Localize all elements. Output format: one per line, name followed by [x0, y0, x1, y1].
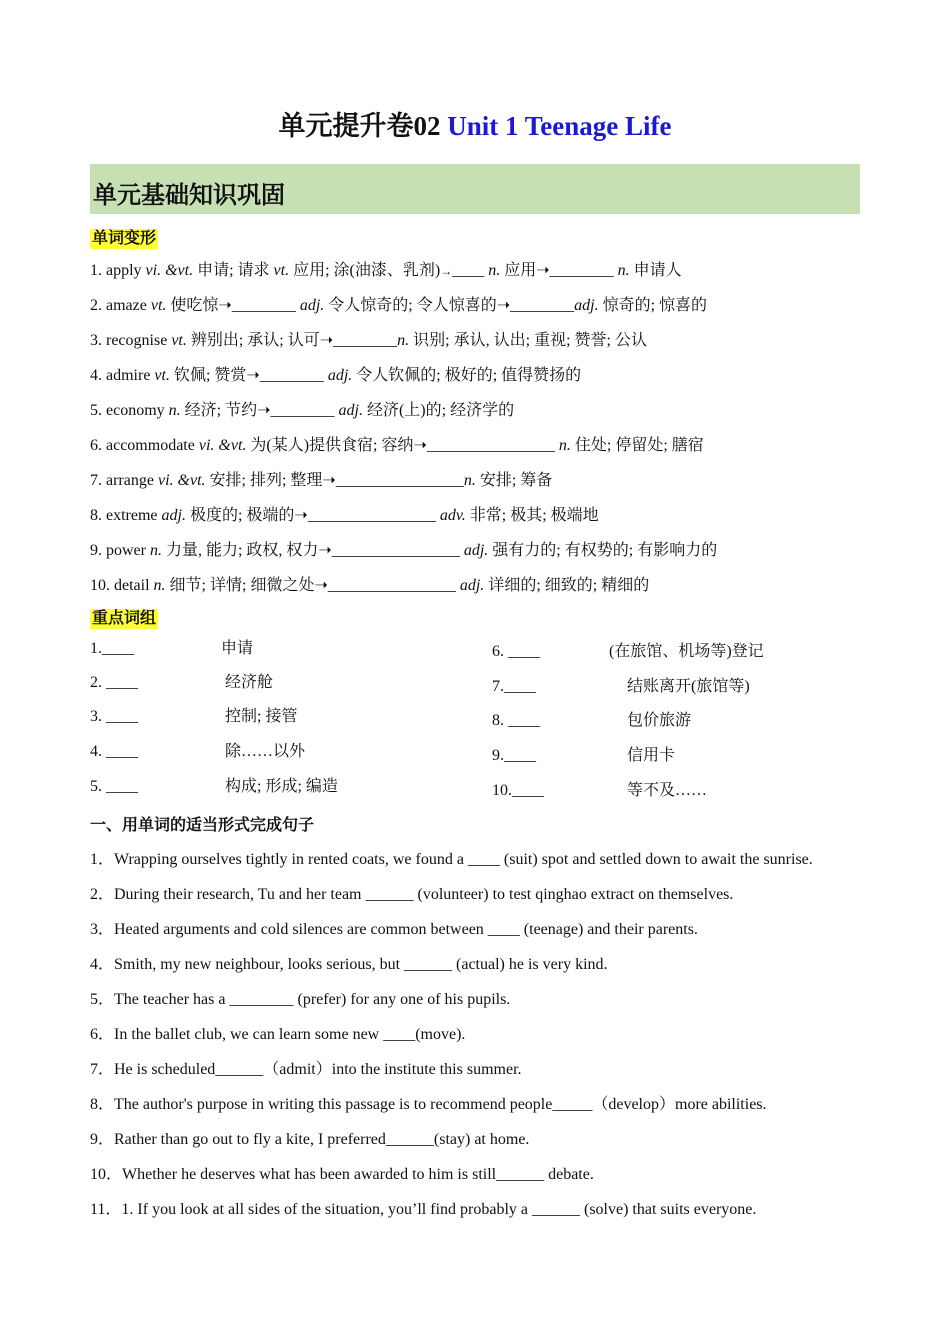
word-form-item: 4. admire vt. 钦佩; 赞赏➝________ adj. 令人钦佩的; 极好的; 值得赞扬的: [90, 367, 582, 384]
word-form-item: 1. apply vi. &vt. 申请; 请求 vt. 应用; 涂(油漆、乳剂)→____ n. 应用➝________ n. 申请人: [90, 262, 682, 279]
exercise-item: 11．1. If you look at all sides of the situation, you’ll find probably a ______ (solve) that suits everyone.: [90, 1201, 757, 1218]
word-form-item: 5. economy n. 经济; 节约➝________ adj. 经济(上)的; 经济学的: [90, 402, 515, 419]
phrase-right-5-number: 10.____: [492, 782, 544, 799]
phrases-heading: 重点词组: [92, 610, 157, 627]
exercise-item: 7．He is scheduled______（admit）into the institute this summer.: [90, 1061, 522, 1078]
phrase-left-3-meaning: 控制; 接管: [225, 708, 298, 725]
title-cn: 单元提升卷02: [278, 111, 441, 141]
exercise-item: 2．During their research, Tu and her team ______ (volunteer) to test qinghao extract on themselves.: [90, 886, 734, 903]
phrase-right-2-meaning: 结账离开(旅馆等): [627, 678, 750, 695]
phrase-right-1-meaning: (在旅馆、机场等)登记: [609, 643, 764, 660]
title-en: Unit 1 Teenage Life: [447, 111, 672, 141]
exercise-item: 8．The author's purpose in writing this passage is to recommend people_____（develop）more abilities.: [90, 1096, 767, 1113]
word-form-item: 2. amaze vt. 使吃惊➝________ adj. 令人惊奇的; 令人惊喜的➝________adj. 惊奇的; 惊喜的: [90, 297, 708, 314]
phrase-right-5-meaning: 等不及……: [627, 782, 708, 799]
phrase-left-4-meaning: 除……以外: [225, 743, 306, 760]
exercise-item: 1．Wrapping ourselves tightly in rented coats, we found a ____ (suit) spot and settled down to await the sunrise.: [90, 851, 813, 868]
phrase-right-2-number: 7.____: [492, 678, 536, 695]
word-form-item: 6. accommodate vi. &vt. 为(某人)提供食宿; 容纳➝________________ n. 住处; 停留处; 膳宿: [90, 437, 704, 454]
page-title: [0, 104, 950, 143]
word-form-item: 9. power n. 力量, 能力; 政权, 权力➝________________ adj. 强有力的; 有权势的; 有影响力的: [90, 542, 718, 559]
phrase-left-3-number: 3. ____: [90, 708, 138, 725]
section-banner-label: 单元基础知识巩固: [93, 183, 285, 209]
phrase-left-4-number: 4. ____: [90, 743, 138, 760]
phrase-right-3-meaning: 包价旅游: [627, 712, 692, 729]
phrase-right-4-number: 9.____: [492, 747, 536, 764]
phrase-left-2-number: 2. ____: [90, 674, 138, 691]
exercise-item: 4．Smith, my new neighbour, looks serious, but ______ (actual) he is very kind.: [90, 956, 608, 973]
phrase-left-2-meaning: 经济舱: [225, 674, 274, 691]
exercise-item: 3．Heated arguments and cold silences are common between ____ (teenage) and their parents.: [90, 921, 698, 938]
phrase-left-1-meaning: 申请: [221, 640, 254, 657]
word-form-item: 10. detail n. 细节; 详情; 细微之处➝________________ adj. 详细的; 细致的; 精细的: [90, 577, 650, 594]
word-form-item: 7. arrange vi. &vt. 安排; 排列; 整理➝________________n. 安排; 筹备: [90, 472, 553, 489]
exercise-item: 9．Rather than go out to fly a kite, I preferred______(stay) at home.: [90, 1131, 530, 1148]
exercise-item: 10．Whether he deserves what has been awarded to him is still______ debate.: [90, 1166, 594, 1183]
exercise-item: 5．The teacher has a ________ (prefer) for any one of his pupils.: [90, 991, 511, 1008]
word-form-item: 3. recognise vt. 辨别出; 承认; 认可➝________n. 识别; 承认, 认出; 重视; 赞誉; 公认: [90, 332, 647, 349]
phrase-left-1-number: 1.____: [90, 640, 134, 657]
phrase-left-5-number: 5. ____: [90, 778, 138, 795]
exercise-item: 6．In the ballet club, we can learn some new ____(move).: [90, 1026, 466, 1043]
phrase-right-3-number: 8. ____: [492, 712, 540, 729]
word-forms-heading: 单词变形: [92, 230, 157, 247]
phrase-right-1-number: 6. ____: [492, 643, 540, 660]
exercise1-heading: 一、用单词的适当形式完成句子: [90, 817, 315, 834]
phrase-right-4-meaning: 信用卡: [627, 747, 676, 764]
word-form-item: 8. extreme adj. 极度的; 极端的➝________________ adv. 非常; 极其; 极端地: [90, 507, 599, 524]
phrase-left-5-meaning: 构成; 形成; 编造: [225, 778, 338, 795]
section-banner: [90, 164, 860, 214]
